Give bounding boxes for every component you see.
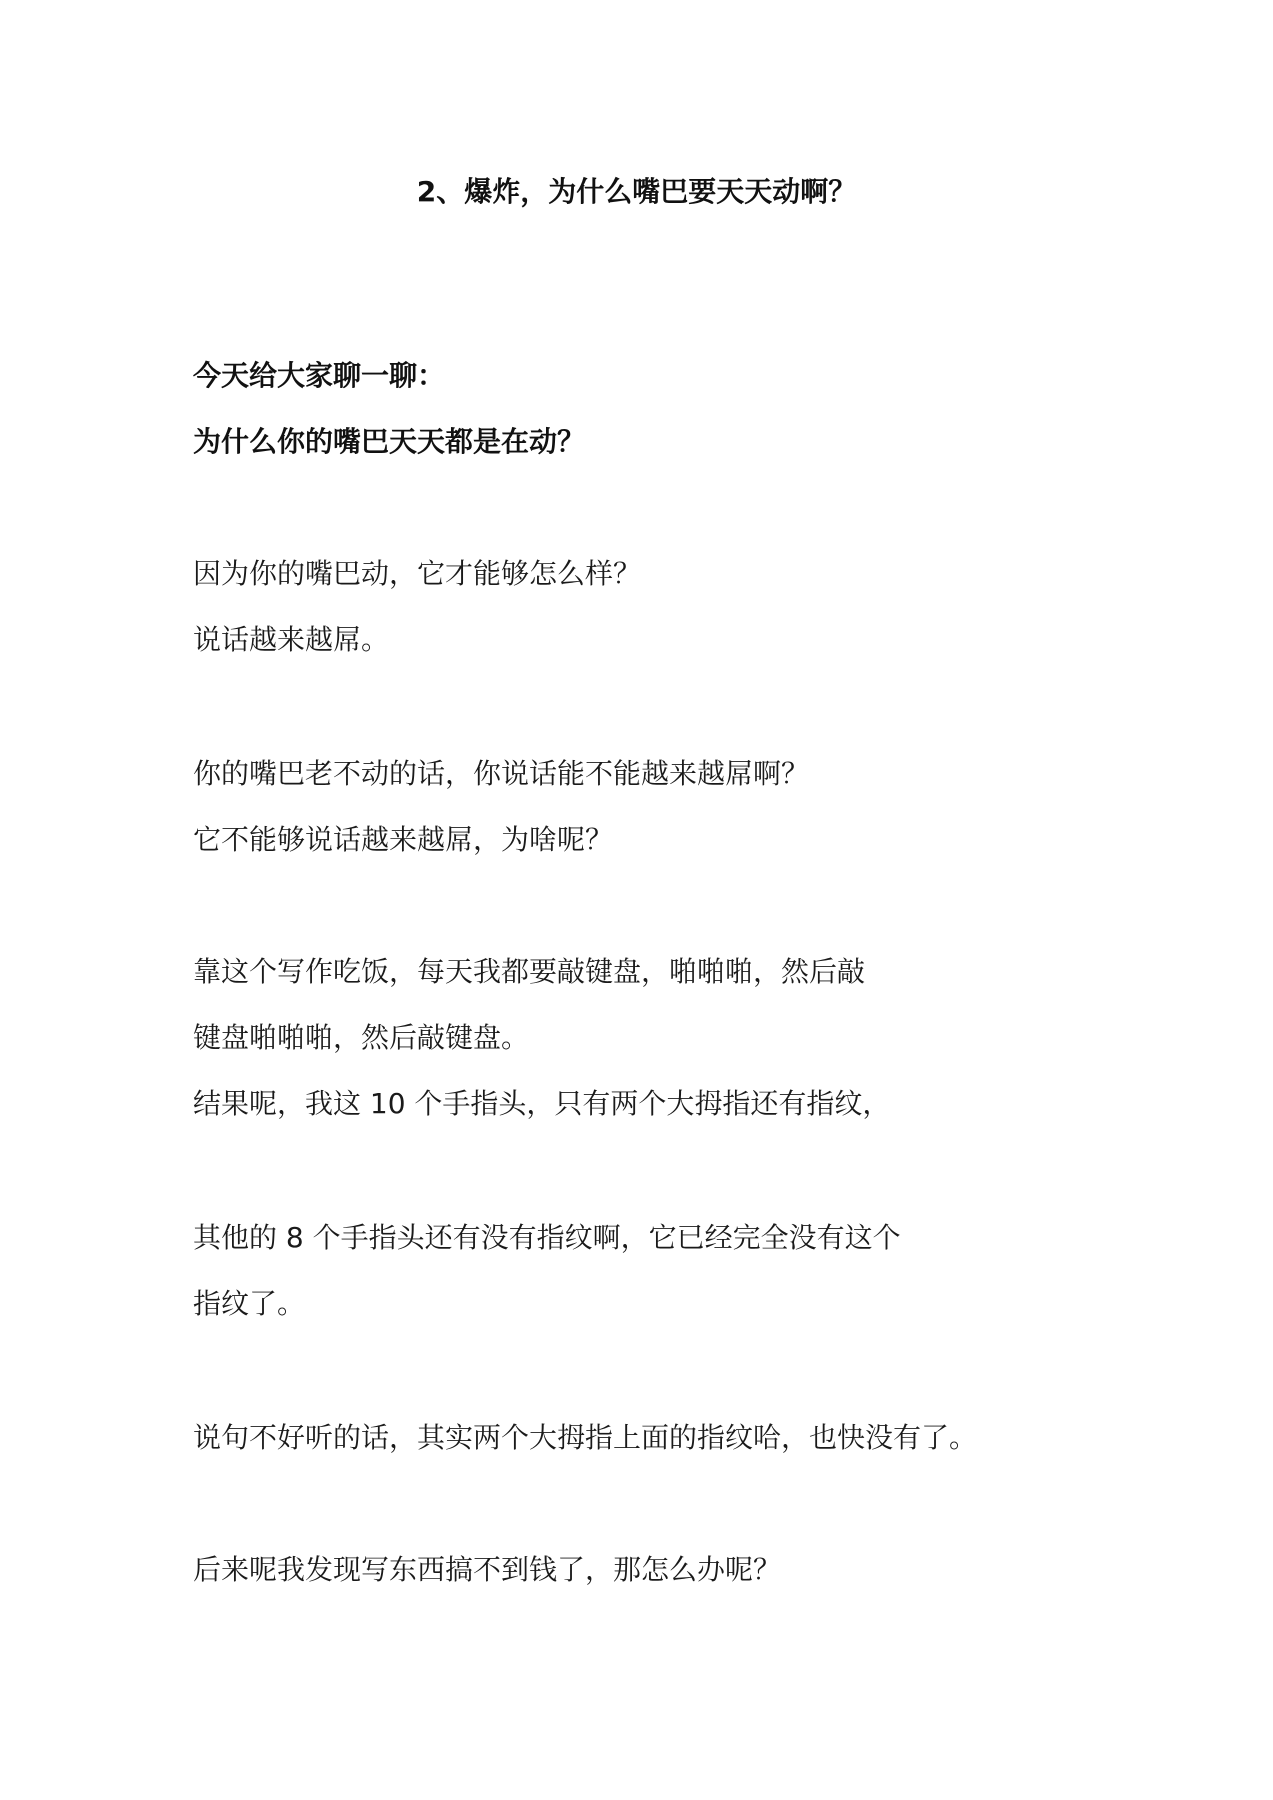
paragraph-1-line-2: 说话越来越屌。 [193,623,390,656]
paragraph-5-line-1: 说句不好听的话，其实两个大拇指上面的指纹哈，也快没有了。 [193,1421,978,1454]
paragraph-4-line-1: 其他的 8 个手指头还有没有指纹啊，它已经完全没有这个 [193,1221,901,1254]
paragraph-3-line-2: 键盘啪啪啪，然后敲键盘。 [193,1021,530,1054]
document-title: 2、爆炸，为什么嘴巴要天天动啊？ [416,175,857,208]
intro-line-2: 为什么你的嘴巴天天都是在动？ [193,425,586,458]
paragraph-1-line-1: 因为你的嘴巴动，它才能够怎么样？ [193,557,642,590]
paragraph-2-line-1: 你的嘴巴老不动的话，你说话能不能越来越屌啊？ [193,757,810,790]
intro-line-1: 今天给大家聊一聊： [193,359,446,392]
paragraph-4-line-2: 指纹了。 [193,1287,306,1320]
paragraph-2-line-2: 它不能够说话越来越屌，为啥呢？ [193,823,614,856]
paragraph-3-line-1: 靠这个写作吃饭，每天我都要敲键盘，啪啪啪，然后敲 [193,955,866,988]
paragraph-3-line-3: 结果呢，我这 10 个手指头，只有两个大拇指还有指纹， [193,1087,891,1120]
paragraph-6-line-1: 后来呢我发现写东西搞不到钱了，那怎么办呢？ [193,1553,782,1586]
